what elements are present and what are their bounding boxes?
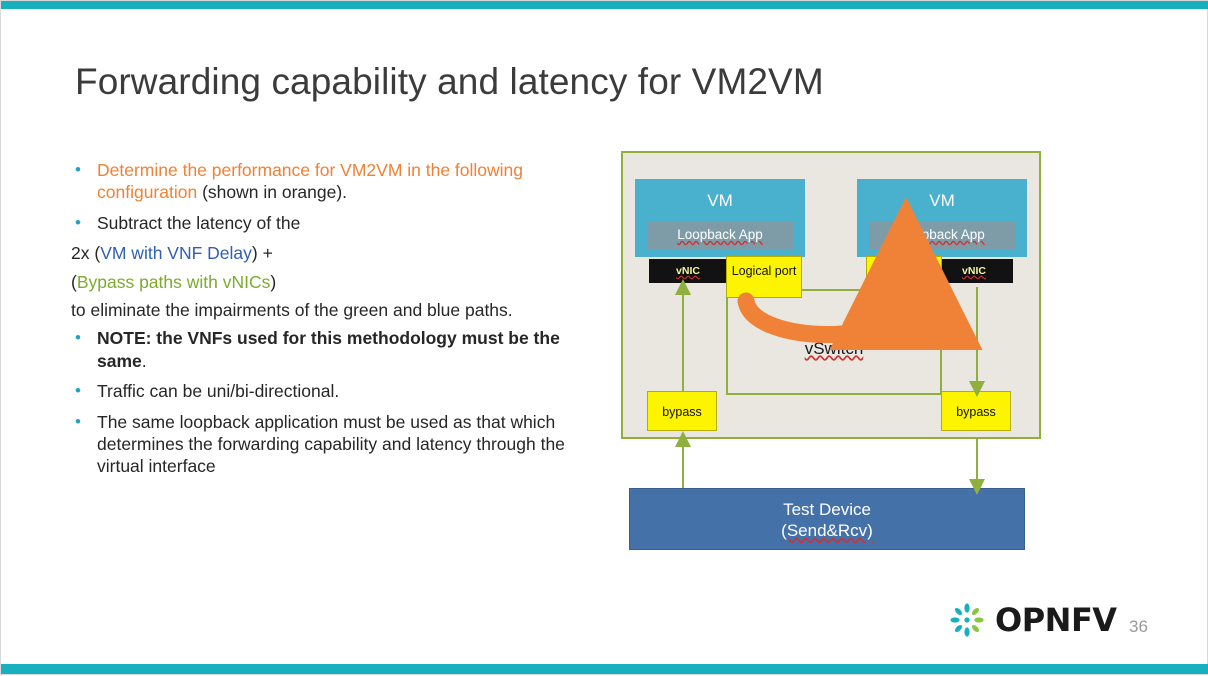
vnic-left: vNIC xyxy=(649,259,727,283)
sub-line-1 xyxy=(71,242,591,264)
vm-right-loopback-app: Loopback App xyxy=(869,221,1015,249)
test-device-box xyxy=(629,488,1025,550)
sub-line-1-blue: VM with VNF Delay xyxy=(100,243,252,264)
bullet-text: Traffic can be uni/bi-directional. xyxy=(97,381,340,402)
bypass-right: bypass xyxy=(941,391,1011,431)
bullet-list xyxy=(71,159,591,486)
list-item xyxy=(71,411,591,478)
list-item xyxy=(71,327,591,372)
bullet-text: Subtract the latency of the xyxy=(97,212,301,233)
list-item xyxy=(71,380,591,402)
bullet-marker: • xyxy=(75,212,81,232)
bullet-text xyxy=(97,159,591,204)
logical-port-left: Logical port xyxy=(726,256,802,298)
sub-line-2-green: Bypass paths with vNICs xyxy=(76,271,271,292)
bullet-text xyxy=(97,327,591,372)
bullet-text: The same loopback application must be used as that which determines the forwarding capability and latency through the virtual interface xyxy=(97,411,565,477)
bypass-left: bypass xyxy=(647,391,717,431)
opnfv-logo-mark xyxy=(949,602,985,638)
bullet-marker: • xyxy=(75,381,81,401)
opnfv-logo xyxy=(949,601,1117,639)
top-accent-bar xyxy=(1,1,1208,9)
bullet-note-bold: NOTE: the VNFs used for this methodology must be the same xyxy=(97,328,560,371)
bullet-marker: • xyxy=(75,411,81,431)
page-number: 36 xyxy=(1129,617,1148,636)
sub-line-1-prefix: 2x ( xyxy=(71,243,101,264)
list-item xyxy=(71,159,591,204)
vnic-right: vNIC xyxy=(935,259,1013,283)
test-device-line1: Test Device xyxy=(783,500,871,519)
vm-left xyxy=(635,179,805,257)
vm-left-loopback-app: Loopback App xyxy=(647,221,793,249)
sub-line-2-prefix: ( xyxy=(71,271,77,292)
architecture-diagram xyxy=(621,151,1041,441)
vm-right xyxy=(857,179,1027,257)
bullet-plain-text: (shown in orange). xyxy=(197,182,348,203)
vm-left-title: VM xyxy=(707,191,733,210)
bullet-marker: • xyxy=(75,328,81,348)
list-item xyxy=(71,212,591,234)
page-title: Forwarding capability and latency for VM2VM xyxy=(75,61,824,102)
bottom-accent-bar xyxy=(1,664,1208,674)
bullet-marker: • xyxy=(75,160,81,179)
test-device-line2: (Send&Rcv) xyxy=(781,521,873,541)
sub-line-2-suffix: ) xyxy=(270,271,277,292)
sub-line-2 xyxy=(71,271,591,293)
logical-port-right: Logical port xyxy=(866,256,942,298)
vswitch-label: vSwitch xyxy=(804,339,864,358)
vswitch-container xyxy=(726,289,942,395)
bullet-note-tail: . xyxy=(141,350,147,371)
bullet-orange-text: Determine the performance for VM2VM in the following configuration xyxy=(97,160,524,203)
vm-right-title: VM xyxy=(929,191,955,210)
sub-line-1-suffix: ) + xyxy=(251,243,273,264)
sub-line-3: to eliminate the impairments of the green and blue paths. xyxy=(71,299,513,320)
opnfv-logo-text: OPNFV xyxy=(995,601,1117,639)
